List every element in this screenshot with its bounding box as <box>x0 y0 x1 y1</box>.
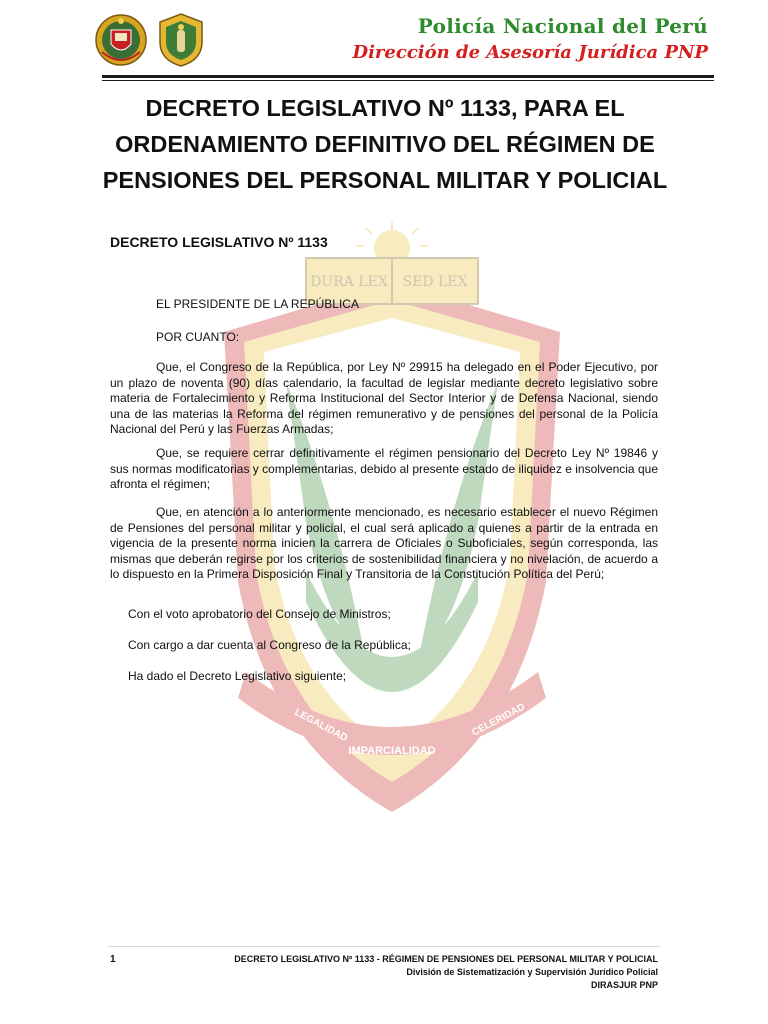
document-title: DECRETO LEGISLATIVO Nº 1133, PARA EL ORDENAMIENTO DEFINITIVO DEL RÉGIMEN DE PENSIONES DEL PERSONAL MILITAR Y POLICIAL <box>102 95 668 193</box>
paragraph-2: Que, se requiere cerrar definitivamente el régimen pensionario del Decreto Ley Nº 19846 y sus normas modificatorias y complementarias, debido al presente estado de iliquidez e insolvencia que afronta el régimen; <box>110 446 658 491</box>
paragraph-3: Que, en atención a lo anteriormente mencionado, es necesario establecer el nuevo Régimen de Pensiones del personal militar y policial, el cual será aplicado a quienes a partir de la entrada en vigencia de la presente norma inicien la carrera de Oficiales o Suboficiales, según corresponda, las mismas que deberán regirse por los criterios de sostenibilidad financiera y no nivelación, de acuerdo a lo dispuesto en la Primera Disposición Final y Transitoria de la Constitución Política del Perú; <box>110 505 658 581</box>
institution-name: Policía Nacional del Perú <box>417 14 708 38</box>
paragraph-1: Que, el Congreso de la República, por Ley Nº 29915 ha delegado en el Poder Ejecutivo, por un plazo de noventa (90) días calendario, la facultad de legislar mediante decreto legislativo sobre materia de Fortalecimiento y Reforma Institucional del Sector Interior y de Defensa Nacional, siendo una de las materias la Reforma del régimen remunerativo y de pensiones del personal de la Policía Nacional del Perú y las Fuerzas Armadas; <box>110 360 658 436</box>
pnp-emblem-logo <box>94 12 148 68</box>
decree-heading: DECRETO LEGISLATIVO Nº 1133 <box>110 234 328 250</box>
watermark-ribbon-right: CELERIDAD <box>470 701 527 739</box>
page-number: 1 <box>110 954 116 965</box>
dirasjur-emblem-logo <box>156 12 206 68</box>
header-divider-thin <box>102 80 714 81</box>
footer-title: DECRETO LEGISLATIVO Nº 1133 - RÉGIMEN DE PENSIONES DEL PERSONAL MILITAR Y POLICIAL <box>234 954 658 964</box>
ha-dado-line: Ha dado el Decreto Legislativo siguiente; <box>128 669 347 683</box>
watermark-book-right: SED LEX <box>402 274 468 290</box>
header-divider <box>102 75 714 78</box>
footer-dirasjur: DIRASJUR PNP <box>590 980 658 990</box>
watermark-ribbon-left: LEGALIDAD <box>292 706 350 745</box>
por-cuanto-line: POR CUANTO: <box>156 330 240 344</box>
watermark-ribbon-center: IMPARCIALIDAD <box>348 745 436 757</box>
department-name: Dirección de Asesoría Jurídica PNP <box>352 42 708 63</box>
footer-division: División de Sistematización y Supervisión Jurídico Policial <box>406 967 658 977</box>
footer-divider <box>108 946 660 947</box>
voto-line: Con el voto aprobatorio del Consejo de Ministros; <box>128 607 391 621</box>
watermark-book-left: DURA LEX <box>310 274 388 290</box>
president-line: EL PRESIDENTE DE LA REPÚBLICA <box>156 297 359 311</box>
cargo-line: Con cargo a dar cuenta al Congreso de la República; <box>128 638 411 652</box>
